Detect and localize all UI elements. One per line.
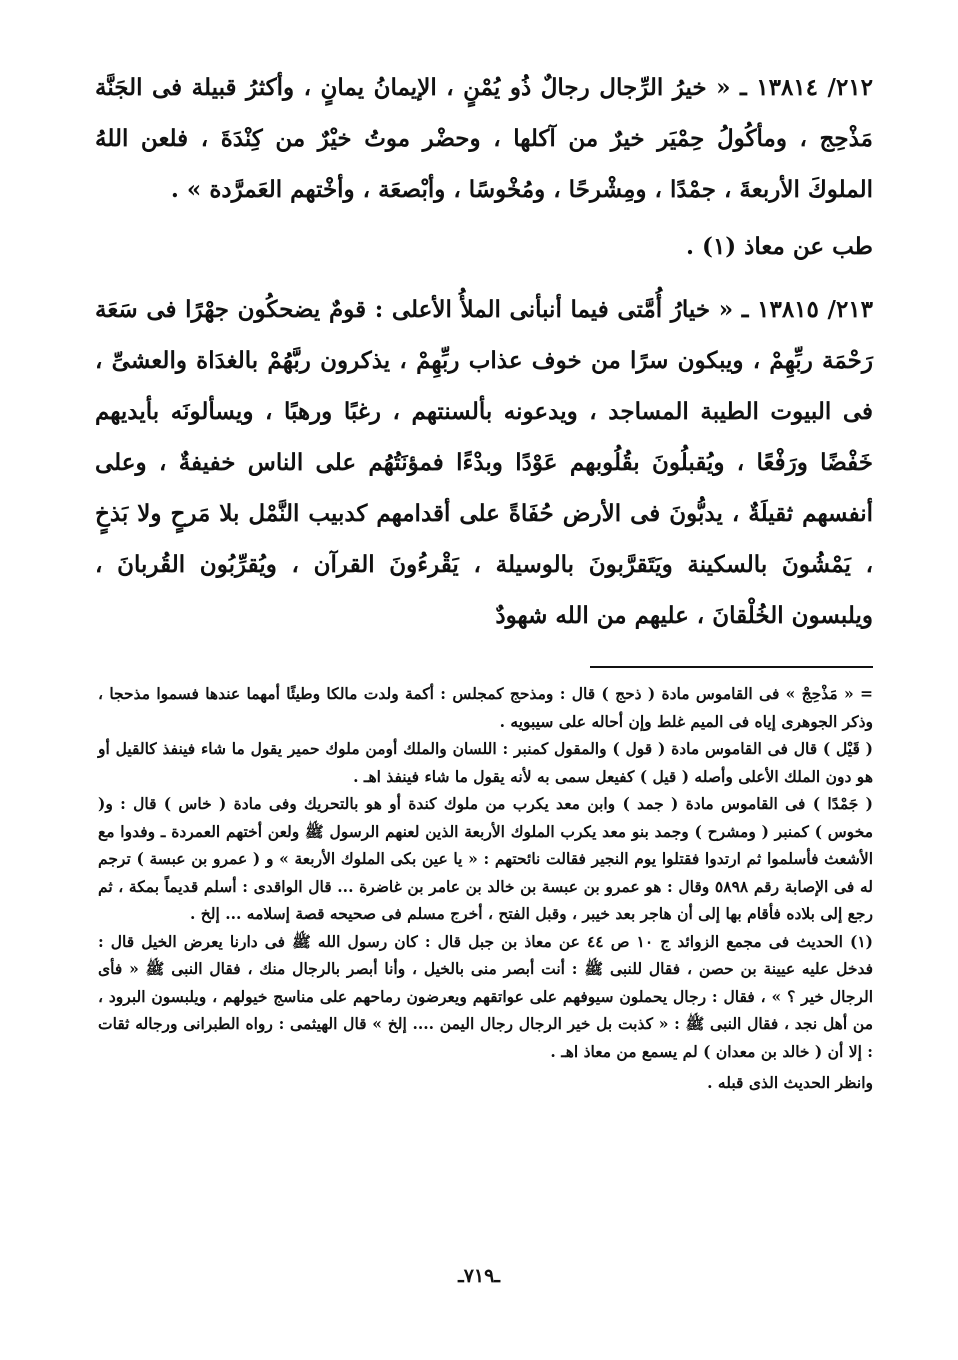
footnote-madhhij: = « مَذْحِجْ » فى القاموس مادة ( ذحج ) قال : ومذحج كمجلس : أكمة ولدت مالكا وطيئًا أمهما عندها فسموا مذحجا ، وذكر الجوهرى إياه فى الميم غلط وإن أحاله على سيبويه . — [98, 684, 873, 731]
footnote-jamd: ( جَمْدًا ) فى القاموس مادة ( جمد ) وابن معد يكرب من ملوك كندة أو هو بالتحريك وفى مادة ( خاس ) قال : و( مخوس ) كمنبر ( ومشرح ) وجمد بنو معد يكرب الملوك الأربعة الذين لعنهم الرسول ﷺ ولعن أختهم العمردة ـ وفدوا مع الأشعث فأسلموا ثم ارتدوا فقتلوا يوم النجير فقالت نائحتهم : « يا عين بكى الملوك الأربعة » و ( عمرو بن عبسة ) ترجم له فى الإصابة رقم ٥٨٩٨ وقال : هو عمرو بن عبسة بن خالد بن عامر بن غاضرة ... قال الواقدى : أسلم قديماً بمكة ، ثم رجع إلى بلاده فأقام بها إلى أن هاجر بعد خيبر ، وقبل الفتح ، أخرج مسلم فى صحيحه قصة إسلامه ... إلخ . — [98, 794, 874, 923]
entry-number: ٢١٢/ ١٣٨١٤ ـ — [740, 74, 873, 101]
footnote-1: (١) الحديث فى مجمع الزوائد ج ١٠ ص ٤٤ عن معاذ بن جبل قال : كان رسول الله ﷺ فى دارنا يعرض الخيل قال : فدخل عليه عيينة بن حصن ، فقال للنبى ﷺ : أنت أبصر منى بالخيل ، وأنا أبصر بالرجال منك ، فقال النبى ﷺ « فأى الرجال خير ؟ » ، فقال : رجال يحملون سيوفهم على عواتقهم ويعرضون رماحهم على مناسج خيولهم ، ويلبسون البرود ، من أهل نجد ، فقال النبى ﷺ : « كذبت بل خير الرجال رجال اليمن .... إلخ » قال الهيثمى : رواه الطبرانى ورجاله ثقات : إلا أن ( خالد بن معدان ) لم يسمع من معاذ اهـ . — [98, 931, 873, 1061]
footnote-qayl: ( قَيْل ) قال فى القاموس مادة ( قول ) والمقول كمنبر : اللسان والملك أومن ملوك حمير يقول ما شاء فينفذ كالقيل أو هو دون الملك الأعلى وأصله ( قيل ) كفيعل سمى به لأنه يقول ما شاء فينفذ اهـ . — [98, 739, 873, 786]
footnotes — [98, 680, 873, 1097]
entry-text: « خيارُ أُمَّتى فيما أنبأنى الملأُ الأعلى : قومٌ يضحكُون جهْرًا فى سَعَة رَحْمَة ربِّهِمْ ، ويبكون سرًا من خوف عذاب ربِّهِمْ ، يذكرون ربَّهُمْ بالغدَاة والعشىِّ ، فى البيوت الطيبة المساجد ، ويدعونه بألسنتهم ، رغبًا ورهبًا ، ويسألونَه بأيديهم خَفْضًا ورَفْعًا ، ويُقبلُونَ بقُلُوبهم عَوْدًا وبدْءًا فمؤنَتُهُم على الناس خفيفةٌ ، وعلى أنفسهم ثقيلَةٌ ، يدبُّونَ فى الأرض حُفَاةً على أقدامهم كدبيب النَّمْل بلا مَرحٍ ولا بَذخٍ ، يَمْشُونَ بالسكينة ويَتَقرَّبونَ بالوسيلة ، يَقْرءُونَ القرآن ، ويُقرِّبُون القُربانَ ، ويلبسون الخُلْقانَ ، عليهم من الله شهودٌ — [95, 296, 873, 629]
entry-text: « خيرُ الرِّجال رجالٌ ذُو يُمْنٍ ، الإيمانُ يمانٍ ، وأكثرُ قبيلة فى الجَنَّة مَذْحِج ، ومأكُولُ حِمْيَر خيرٌ من آكلها ، وحضْر موتُ خيْرٌ من كِنْدَةَ ، فلعن اللهُ الملوكَ الأربعةَ ، جمْدًا ، ومِشْرحًا ، ومُخْوسًا ، وأبْصعَة ، وأخْتهم العَمرَّدة » . — [95, 74, 873, 203]
page-number: ـ٧١٩ـ — [458, 1265, 500, 1287]
footnote-separator — [590, 666, 873, 668]
hadith-entry-213 — [95, 284, 873, 641]
main-text — [95, 62, 873, 641]
entry-number: ٢١٣/ ١٣٨١٥ ـ — [741, 296, 873, 323]
entry-source: طب عن معاذ (١) . — [686, 233, 873, 260]
hadith-entry-212 — [95, 62, 873, 215]
footnote-see-also: وانظر الحديث الذى قبله . — [707, 1073, 873, 1092]
